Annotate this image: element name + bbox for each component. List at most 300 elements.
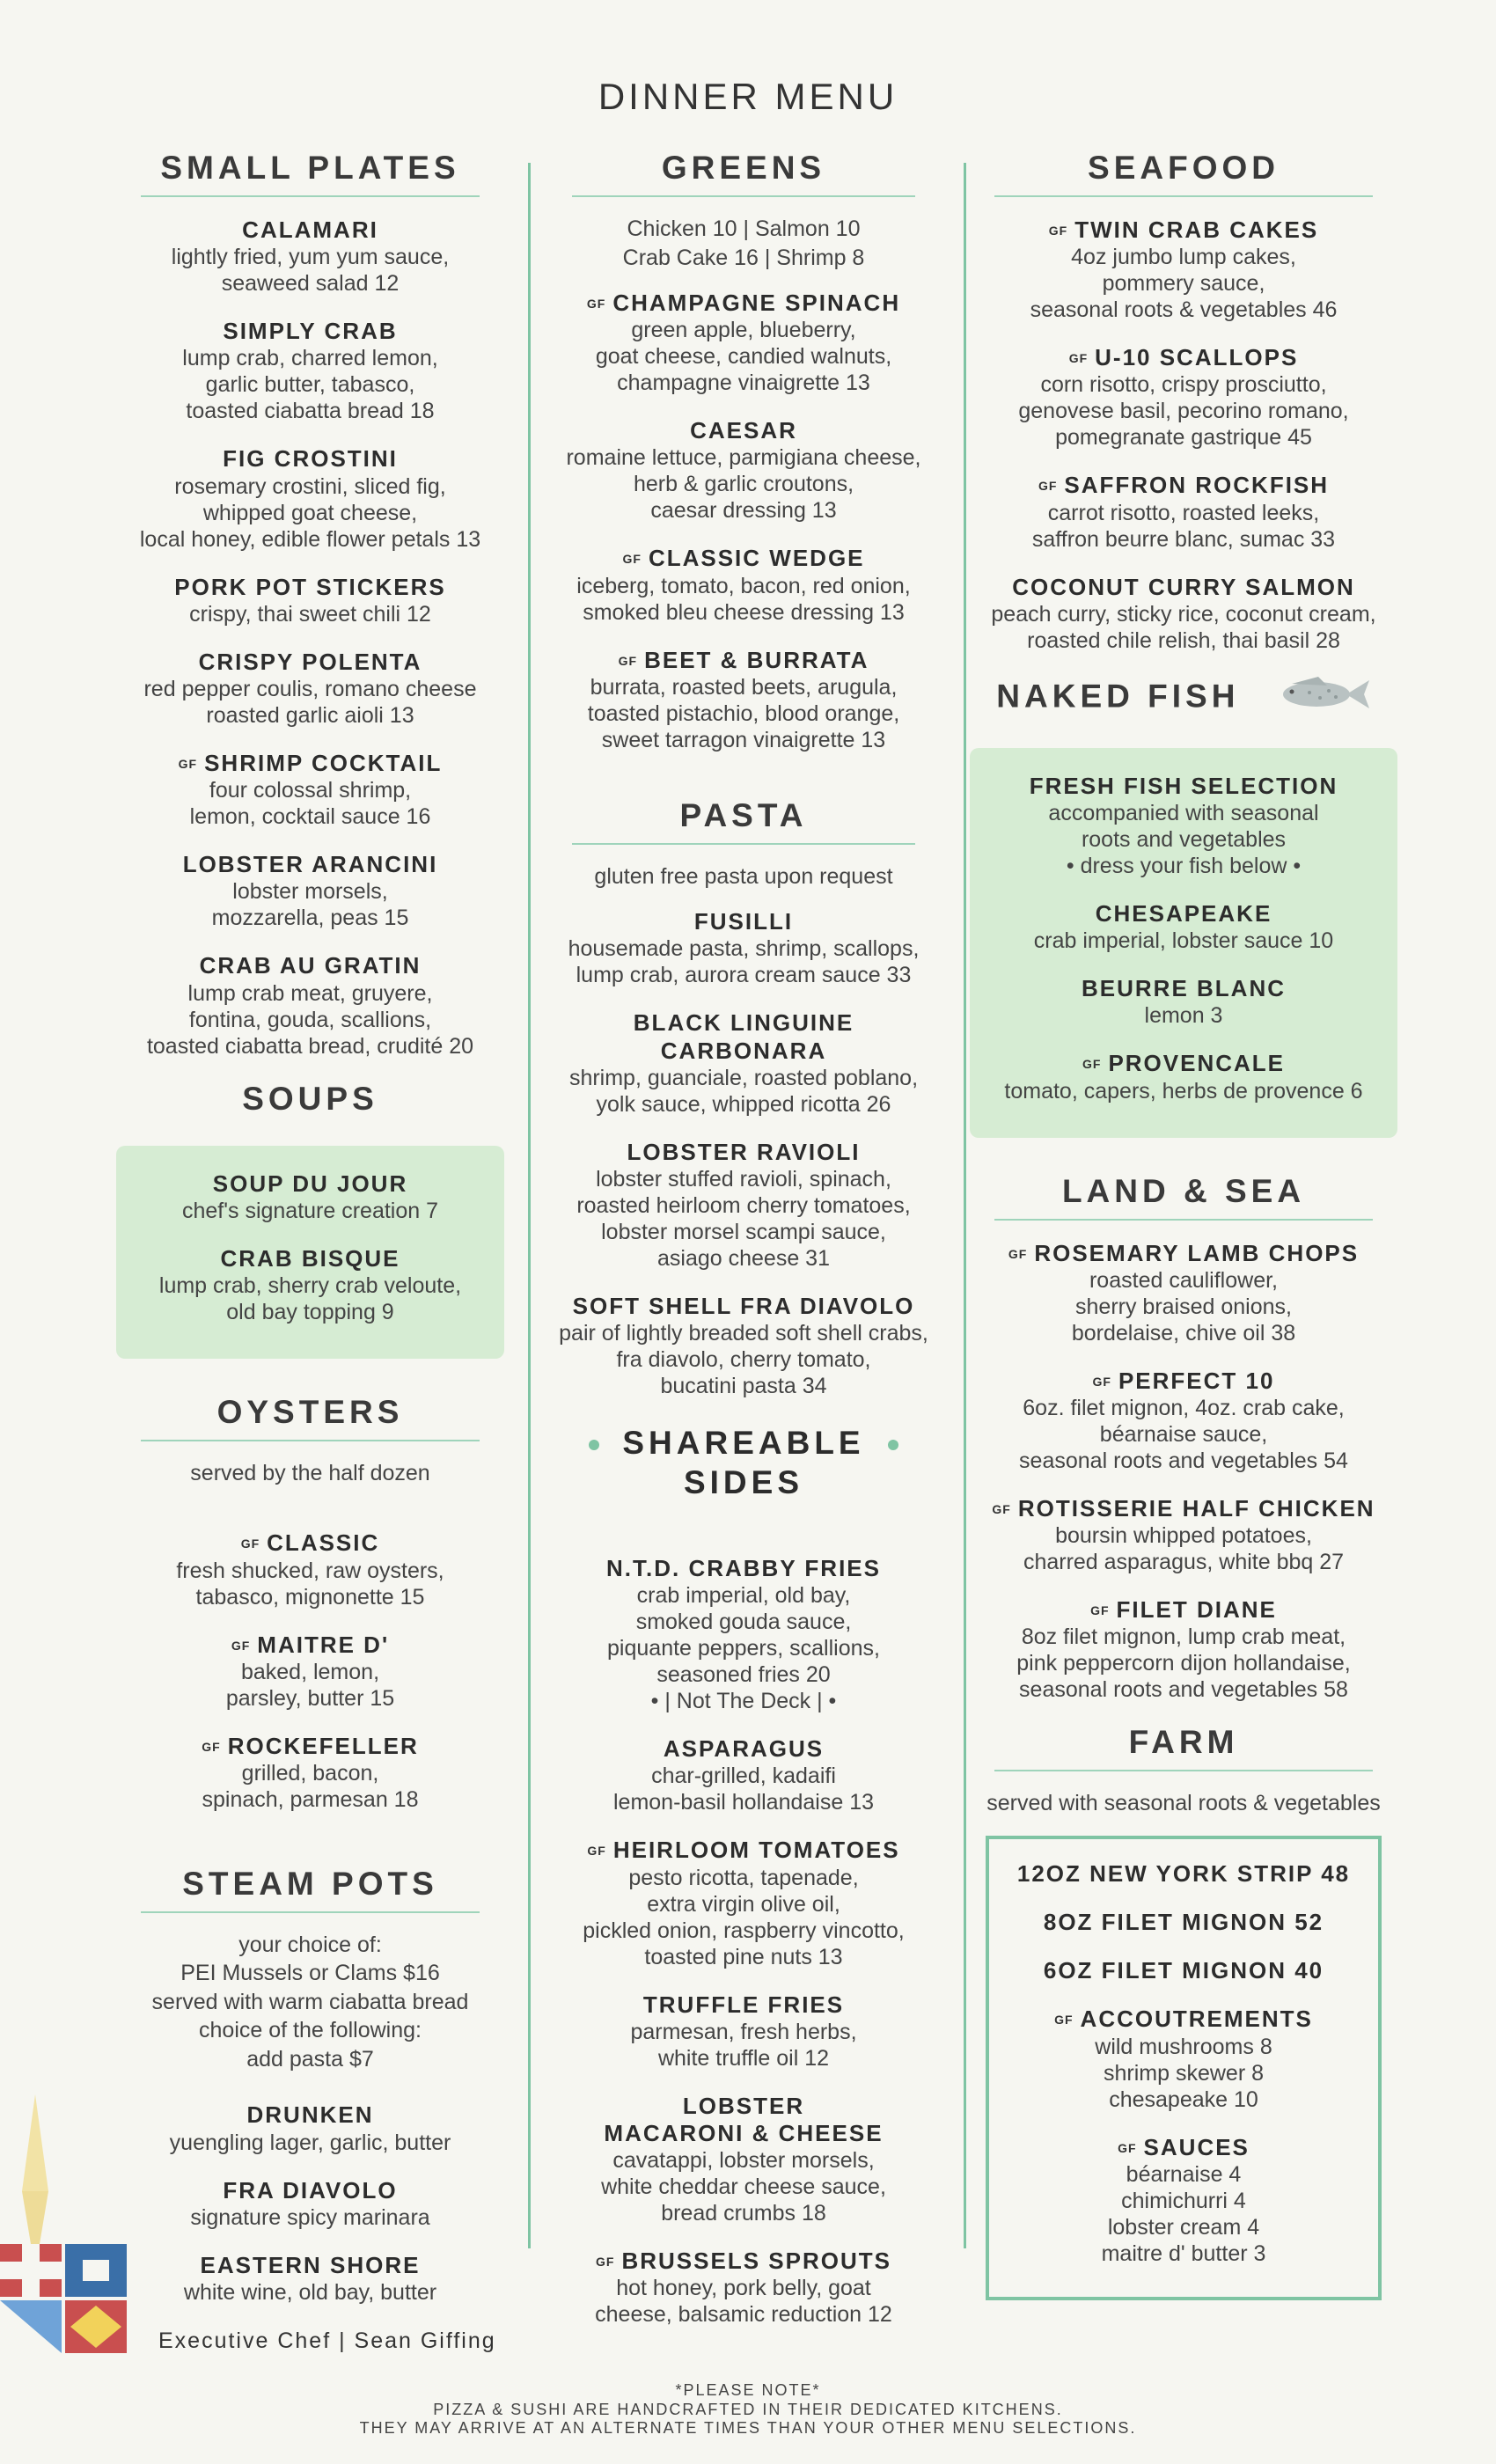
menu-item [123,2177,497,2231]
menu-item [123,750,497,830]
menu-item [123,2252,497,2306]
menu-item-name [554,1735,933,1763]
menu-item-name [979,1050,1389,1077]
menu-item-description: maitre d' butter 3 [1101,2240,1266,2266]
menu-item-name [123,952,497,979]
menu-item-description: crab imperial, old bay, [636,1583,851,1609]
gluten-free-badge: GF [992,1501,1011,1516]
menu-item-title: BLACK LINGUINE CARBONARA [633,1009,854,1064]
steam-pots-note [123,1931,497,2074]
menu-item-description: cavatappi, lobster morsels, [612,2148,875,2174]
menu-item-description: genovese basil, pecorino romano, [1018,399,1349,424]
menu-item-description: chef's signature creation 7 [181,1198,439,1223]
menu-item [123,2101,497,2155]
gluten-free-badge: GF [1082,1057,1102,1072]
land-sea-list [977,1240,1390,1704]
menu-item-description: sherry braised onions, [1075,1294,1292,1319]
menu-item-title: FRA DIAVOLO [223,2176,398,2204]
gluten-free-badge: GF [1090,1603,1110,1618]
menu-item [979,975,1389,1029]
menu-item-title: PROVENCALE [1108,1050,1286,1077]
farm-list [998,1860,1369,2267]
menu-item-title: EASTERN SHORE [200,2251,421,2278]
menu-item-name [123,445,497,473]
menu-item-description: boursin whipped potatoes, [1055,1523,1312,1549]
menu-item-description: béarnaise 4 [1126,2161,1242,2187]
column-right [977,150,1390,2300]
menu-item-description: cheese, balsamic reduction 12 [595,2302,892,2328]
menu-item-description: pesto ricotta, tapenade, [628,1865,859,1890]
menu-item-description: toasted pistachio, blood orange, [587,700,900,726]
soups-list [125,1170,495,1325]
menu-item [554,1139,933,1272]
menu-item [977,216,1390,323]
menu-item-name [554,2248,933,2275]
note-line: Chicken 10 | Salmon 10 [627,216,861,241]
page-title: DINNER MENU [598,76,898,117]
menu-item-title: BEET & BURRATA [644,646,869,673]
menu-item-title: ACCOUTREMENTS [1080,2006,1313,2033]
menu-item-title: N.T.D. CRABBY FRIES [606,1554,881,1581]
menu-item-description: yuengling lager, garlic, butter [169,2130,451,2155]
menu-item [554,1009,933,1117]
menu-item-name [977,216,1390,244]
menu-item-description: pickled onion, raspberry vincotto, [583,1918,905,1943]
gluten-free-badge: GF [1118,2140,1137,2155]
menu-item-name [977,574,1390,601]
menu-item-title: SAFFRON ROCKFISH [1064,472,1330,499]
menu-item-title: FRESH FISH SELECTION [1029,772,1338,799]
menu-item-description: smoked gouda sauce, [635,1610,852,1635]
menu-item-title: CLASSIC [267,1529,380,1557]
menu-item-title: LOBSTER [682,2092,805,2119]
menu-item-title: SIMPLY CRAB [223,318,398,345]
menu-item-description: local honey, edible flower petals 13 [139,526,481,552]
small-plates-heading: SMALL PLATES [141,150,480,197]
menu-item-description: champagne vinaigrette 13 [617,370,870,396]
menu-item-description: lemon, cocktail sauce 16 [189,804,431,830]
menu-item-title: CALAMARI [242,216,378,243]
menu-item-title: U-10 SCALLOPS [1095,344,1299,371]
menu-item [979,900,1389,954]
menu-item-description: lump crab, sherry crab veloute, [158,1272,462,1298]
menu-item-name [998,1957,1369,1984]
menu-item-description: chesapeake 10 [1109,2086,1258,2112]
menu-item [123,1632,497,1712]
menu-item-description: shrimp, guanciale, roasted poblano, [568,1065,919,1090]
menu-item-name [979,900,1389,928]
note-line: add pasta $7 [246,2046,374,2072]
sides-heading-line2: SIDES [683,1463,804,1500]
menu-item-name [998,2006,1369,2033]
gluten-free-badge: GF [587,1844,606,1859]
farm-box [986,1836,1382,2300]
menu-item [123,851,497,931]
menu-item [123,1733,497,1813]
menu-item-description: lump crab meat, gruyere, [187,980,433,1006]
menu-item-name [979,773,1389,800]
gluten-free-badge: GF [1038,479,1058,494]
menu-item-description: roots and vegetables [1081,826,1287,852]
menu-item [554,1735,933,1815]
menu-item [554,2093,933,2226]
menu-item-description: lemon 3 [1144,1003,1223,1029]
menu-item-name [123,2101,497,2129]
menu-item-title: SAUCES [1143,2133,1250,2160]
menu-item-description: iceberg, tomato, bacon, red onion, [576,573,911,598]
gluten-free-badge: GF [586,297,606,311]
menu-item-title: SOFT SHELL FRA DIAVOLO [572,1293,915,1319]
menu-item-title: CHAMPAGNE SPINACH [612,290,901,316]
menu-item [998,1860,1369,1888]
menu-item-title: TWIN CRAB CAKES [1074,216,1319,243]
note-line: PEI Mussels or Clams $16 [180,1961,440,1986]
menu-item [977,1368,1390,1474]
column-middle [554,150,933,2349]
menu-item [998,2134,1369,2267]
menu-item-description: goat cheese, candied walnuts, [595,344,892,370]
steam-pots-heading: STEAM POTS [141,1866,480,1913]
menu-item-description: rosemary crostini, sliced fig, [174,473,446,499]
gluten-free-badge: GF [178,756,198,771]
menu-item-description: crispy, thai sweet chili 12 [189,601,431,627]
menu-item [554,647,933,753]
oysters-note: served by the half dozen [190,1460,430,1485]
menu-item-description: whipped goat cheese, [202,500,418,525]
menu-item-description: lobster morsels, [232,879,388,905]
menu-item-name [123,750,497,777]
farm-note: served with seasonal roots & vegetables [986,1791,1381,1816]
gluten-free-badge: GF [596,2255,615,2270]
menu-item-title: SOUP DU JOUR [212,1170,408,1197]
menu-item-description: roasted heirloom cherry tomatoes, [576,1193,911,1218]
menu-item-description: burrata, roasted beets, arugula, [590,674,898,700]
menu-item [123,445,497,552]
menu-item-title: CRISPY POLENTA [198,648,422,675]
menu-item-name [123,649,497,676]
menu-item-title: FUSILLI [693,908,794,935]
menu-item-description: roasted chile relish, thai basil 28 [1027,627,1340,653]
menu-item-name [554,2093,933,2147]
menu-item-description: old bay topping 9 [226,1299,394,1324]
menu-item-title: CRAB AU GRATIN [199,952,422,979]
gluten-free-badge: GF [1008,1246,1028,1261]
naked-fish-heading [994,675,1373,730]
menu-item [123,649,497,729]
menu-item-name [554,908,933,935]
menu-item-description: toasted ciabatta bread, crudité 20 [146,1033,474,1059]
menu-item-name [998,1860,1369,1888]
menu-item-title: COCONUT CURRY SALMON [1012,573,1355,600]
menu-item-description: caesar dressing 13 [650,498,837,524]
menu-item-description: baked, lemon, [240,1659,380,1684]
gluten-free-badge: GF [1054,2013,1074,2028]
menu-item-name [979,975,1389,1002]
menu-item-description: wild mushrooms 8 [1095,2034,1272,2059]
menu-item-description: fra diavolo, cherry tomato, [616,1347,871,1373]
menu-item-description: yolk sauce, whipped ricotta 26 [596,1091,891,1117]
menu-item-title: 8OZ FILET MIGNON 52 [1043,1908,1324,1935]
menu-item-title: SHRIMP COCKTAIL [204,749,443,776]
menu-item-name [123,1733,497,1760]
menu-item-title: ASPARAGUS [663,1735,825,1763]
seafood-heading: SEAFOOD [994,150,1373,197]
menu-item [977,472,1390,552]
menu-item-description: chimichurri 4 [1121,2188,1246,2213]
menu-item-name [554,1293,933,1320]
menu-item-title: LOBSTER ARANCINI [182,851,438,878]
footer-line-1: *PLEASE NOTE* [675,2381,821,2399]
menu-item-title: ROSEMARY LAMB CHOPS [1034,1239,1360,1266]
menu-item-name [554,290,933,317]
naked-fish-box [970,748,1397,1138]
menu-item-description: parmesan, fresh herbs, [630,2019,857,2044]
note-line: served with warm ciabatta bread [151,1989,469,2014]
menu-item [123,952,497,1059]
menu-item-name [125,1245,495,1272]
menu-item-description: accompanied with seasonal [1048,800,1319,825]
greens-heading: GREENS [572,150,915,197]
dot-left-icon [589,1440,599,1450]
menu-item [554,908,933,988]
menu-item-description: pommery sauce, [1102,271,1265,297]
menu-item-name [977,1368,1390,1395]
menu-item-description: fontina, gouda, scallions, [188,1007,432,1032]
footer-line-3: THEY MAY ARRIVE AT AN ALTERNATE TIMES THAN YOUR OTHER MENU SELECTIONS. [359,2419,1137,2438]
menu-item-description: seasonal roots & vegetables 46 [1030,297,1338,323]
menu-item-description: bordelaise, chive oil 38 [1071,1320,1296,1346]
menu-item-name [554,545,933,572]
menu-item-description: roasted garlic aioli 13 [206,702,414,728]
menu-item [123,1529,497,1610]
menu-item-title: 12OZ NEW YORK STRIP 48 [1016,1859,1351,1887]
menu-item-title: FILET DIANE [1116,1596,1277,1624]
executive-chef-credit: Executive Chef | Sean Giffing [158,2328,496,2353]
menu-item-description: grilled, bacon, [241,1760,379,1786]
menu-item-title: MACARONI & CHEESE [604,2119,884,2146]
note-line: Crab Cake 16 | Shrimp 8 [622,245,865,270]
menu-item-description: béarnaise sauce, [1099,1421,1268,1447]
soups-heading: SOUPS [242,1080,378,1117]
menu-item-name [554,647,933,674]
menu-item-title: TRUFFLE FRIES [642,1991,845,2018]
menu-item-description: tabasco, mignonette 15 [195,1584,425,1610]
menu-item [125,1245,495,1325]
menu-item-name [554,1991,933,2019]
menu-item-title: DRUNKEN [246,2101,374,2129]
gluten-free-badge: GF [1068,351,1089,366]
menu-item-description: romaine lettuce, parmigiana cheese, [566,445,921,471]
menu-item-description: pink peppercorn dijon hollandaise, [1016,1651,1351,1676]
sides-list [554,1555,933,2328]
menu-item-description: mozzarella, peas 15 [211,906,409,931]
menu-item [554,1293,933,1399]
menu-item-name [977,1596,1390,1624]
menu-item-description: herb & garlic croutons, [633,472,854,497]
menu-item-description: lump crab, charred lemon, [182,346,438,371]
menu-item-name [123,574,497,601]
note-line: choice of the following: [199,2018,422,2043]
menu-item-name [554,1009,933,1064]
menu-item-description: seaweed salad 12 [221,271,400,297]
menu-item-description: lightly fried, yum yum sauce, [171,245,450,270]
menu-item-description: parsley, butter 15 [225,1685,395,1711]
menu-item-description: lump crab, aurora cream sauce 33 [576,963,912,988]
menu-item-description: sweet tarragon vinaigrette 13 [601,727,886,752]
gluten-free-badge: GF [231,1638,251,1653]
menu-item [998,2006,1369,2112]
menu-item-description: 6oz. filet mignon, 4oz. crab cake, [1023,1395,1345,1420]
menu-item [554,545,933,625]
menu-item [977,574,1390,654]
seafood-list [977,216,1390,654]
menu-item-description: bread crumbs 18 [661,2201,826,2226]
menu-item-title: CLASSIC WEDGE [648,545,865,572]
menu-item-description: seasonal roots and vegetables 54 [1019,1448,1348,1473]
menu-item-description: seasoned fries 20 [656,1662,831,1688]
gluten-free-badge: GF [622,552,642,567]
menu-item-name [123,216,497,244]
soups-box [116,1146,504,1359]
menu-item-description: seasonal roots and vegetables 58 [1019,1677,1348,1703]
pasta-note: gluten free pasta upon request [594,863,893,889]
menu-item-title: CRAB BISQUE [220,1244,400,1272]
menu-item-title: HEIRLOOM TOMATOES [612,1837,900,1864]
footer-note [0,2381,1496,2438]
menu-item-description: peach curry, sticky rice, coconut cream, [991,601,1376,627]
menu-item [998,1957,1369,1984]
fish-icon [1265,675,1371,722]
menu-item [554,290,933,396]
menu-item-title: MAITRE D' [257,1631,390,1658]
footer-line-2: PIZZA & SUSHI ARE HANDCRAFTED IN THEIR DEDICATED KITCHENS. [433,2400,1063,2418]
menu-item-name [977,344,1390,371]
menu-item-title: ROTISSERIE HALF CHICKEN [1017,1494,1375,1522]
menu-item-description: extra virgin olive oil, [647,1891,840,1917]
menu-item-name [998,2134,1369,2161]
menu-item-description: toasted ciabatta bread 18 [186,399,435,424]
oysters-list [123,1529,497,1813]
menu-item-description: hot honey, pork belly, goat [616,2276,871,2301]
small-plates-list [123,216,497,1060]
pasta-heading: PASTA [572,797,915,845]
menu-item [123,216,497,297]
menu-item [979,773,1389,879]
dot-right-icon [888,1440,898,1450]
menu-item-description: bucatini pasta 34 [660,1374,827,1399]
menu-item-description: housemade pasta, shrimp, scallops, [568,936,920,962]
menu-item-description: green apple, blueberry, [631,318,856,343]
menu-item-name [977,1495,1390,1522]
menu-item-description: white cheddar cheese sauce, [601,2174,886,2200]
menu-item-description: red pepper coulis, romano cheese [143,676,477,701]
menu-item-name [123,318,497,345]
menu-item-description: carrot risotto, roasted leeks, [1047,500,1320,525]
menu-item-description: four colossal shrimp, [209,778,412,803]
note-line: your choice of: [238,1932,382,1957]
menu-item-title: BRUSSELS SPROUTS [621,2248,891,2275]
land-sea-heading: LAND & SEA [994,1173,1373,1221]
menu-item-description: signature spicy marinara [190,2204,430,2230]
gluten-free-badge: GF [1048,224,1068,238]
menu-item-description: pair of lightly breaded soft shell crabs, [559,1321,928,1346]
menu-item-description: 4oz jumbo lump cakes, [1071,245,1296,270]
menu-item-description: fresh shucked, raw oysters, [176,1558,444,1583]
menu-item-description: roasted cauliflower, [1089,1267,1278,1293]
menu-item [554,1555,933,1714]
gluten-free-badge: GF [202,1739,221,1754]
sides-heading [554,1424,933,1502]
column-left [123,150,497,2327]
greens-note [554,215,933,272]
menu-item-description: smoked bleu cheese dressing 13 [583,599,905,625]
menu-item-name [998,1909,1369,1936]
menu-item [554,1991,933,2072]
column-divider-left [528,163,531,2248]
menu-item-description: white wine, old bay, butter [183,2280,437,2305]
menu-item-title: CAESAR [690,417,797,444]
menu-item [554,417,933,524]
menu-item-name [123,2252,497,2279]
menu-item-description: corn risotto, crispy prosciutto, [1040,372,1327,398]
menu-item-name [977,1240,1390,1267]
menu-item [125,1170,495,1224]
menu-item-name [554,1555,933,1582]
menu-item-description: asiago cheese 31 [657,1246,830,1271]
menu-item [977,1596,1390,1703]
menu-item-name [123,1632,497,1659]
farm-heading: FARM [994,1724,1373,1771]
menu-item-title: PERFECT 10 [1118,1367,1275,1394]
menu-item-title: LOBSTER RAVIOLI [627,1138,861,1165]
gluten-free-badge: GF [240,1536,260,1551]
menu-item [998,1909,1369,1936]
menu-item-description: toasted pine nuts 13 [644,1944,843,1969]
steam-pots-list [123,2101,497,2306]
menu-item [977,1240,1390,1346]
menu-item-description: charred asparagus, white bbq 27 [1023,1550,1345,1575]
menu-item-description: shrimp skewer 8 [1104,2060,1264,2086]
column-divider-right [964,163,966,2248]
menu-item-title: PORK POT STICKERS [174,573,446,600]
menu-item-title: CHESAPEAKE [1095,899,1272,927]
menu-item-description: spinach, parmesan 18 [202,1786,419,1812]
naked-fish-heading-text: NAKED FISH [996,678,1240,715]
menu-item-title: BEURRE BLANC [1082,975,1286,1002]
menu-item-description: tomato, capers, herbs de provence 6 [1004,1078,1363,1104]
menu-item-description: • dress your fish below • [1066,853,1302,878]
menu-item [554,2248,933,2328]
menu-item-description: lobster stuffed ravioli, spinach, [596,1167,891,1192]
menu-item-description: lobster morsel scampi sauce, [601,1220,886,1244]
menu-item-name [977,472,1390,499]
pasta-list [554,908,933,1399]
menu-item-title: ROCKEFELLER [227,1732,419,1759]
menu-item-name [123,851,497,878]
oysters-heading: OYSTERS [141,1394,480,1441]
menu-item-description: • | Not The Deck | • [650,1689,837,1714]
menu-item [977,1495,1390,1575]
menu-item-description: lobster cream 4 [1107,2214,1260,2240]
menu-item [979,1050,1389,1104]
menu-item-name [554,1837,933,1864]
nautical-flags-icon [0,2235,158,2363]
sides-heading-line1: SHAREABLE [622,1425,865,1462]
menu-item [123,574,497,627]
menu-item-description: 8oz filet mignon, lump crab meat, [1021,1624,1346,1650]
greens-list [554,290,933,753]
menu-item [554,1837,933,1969]
